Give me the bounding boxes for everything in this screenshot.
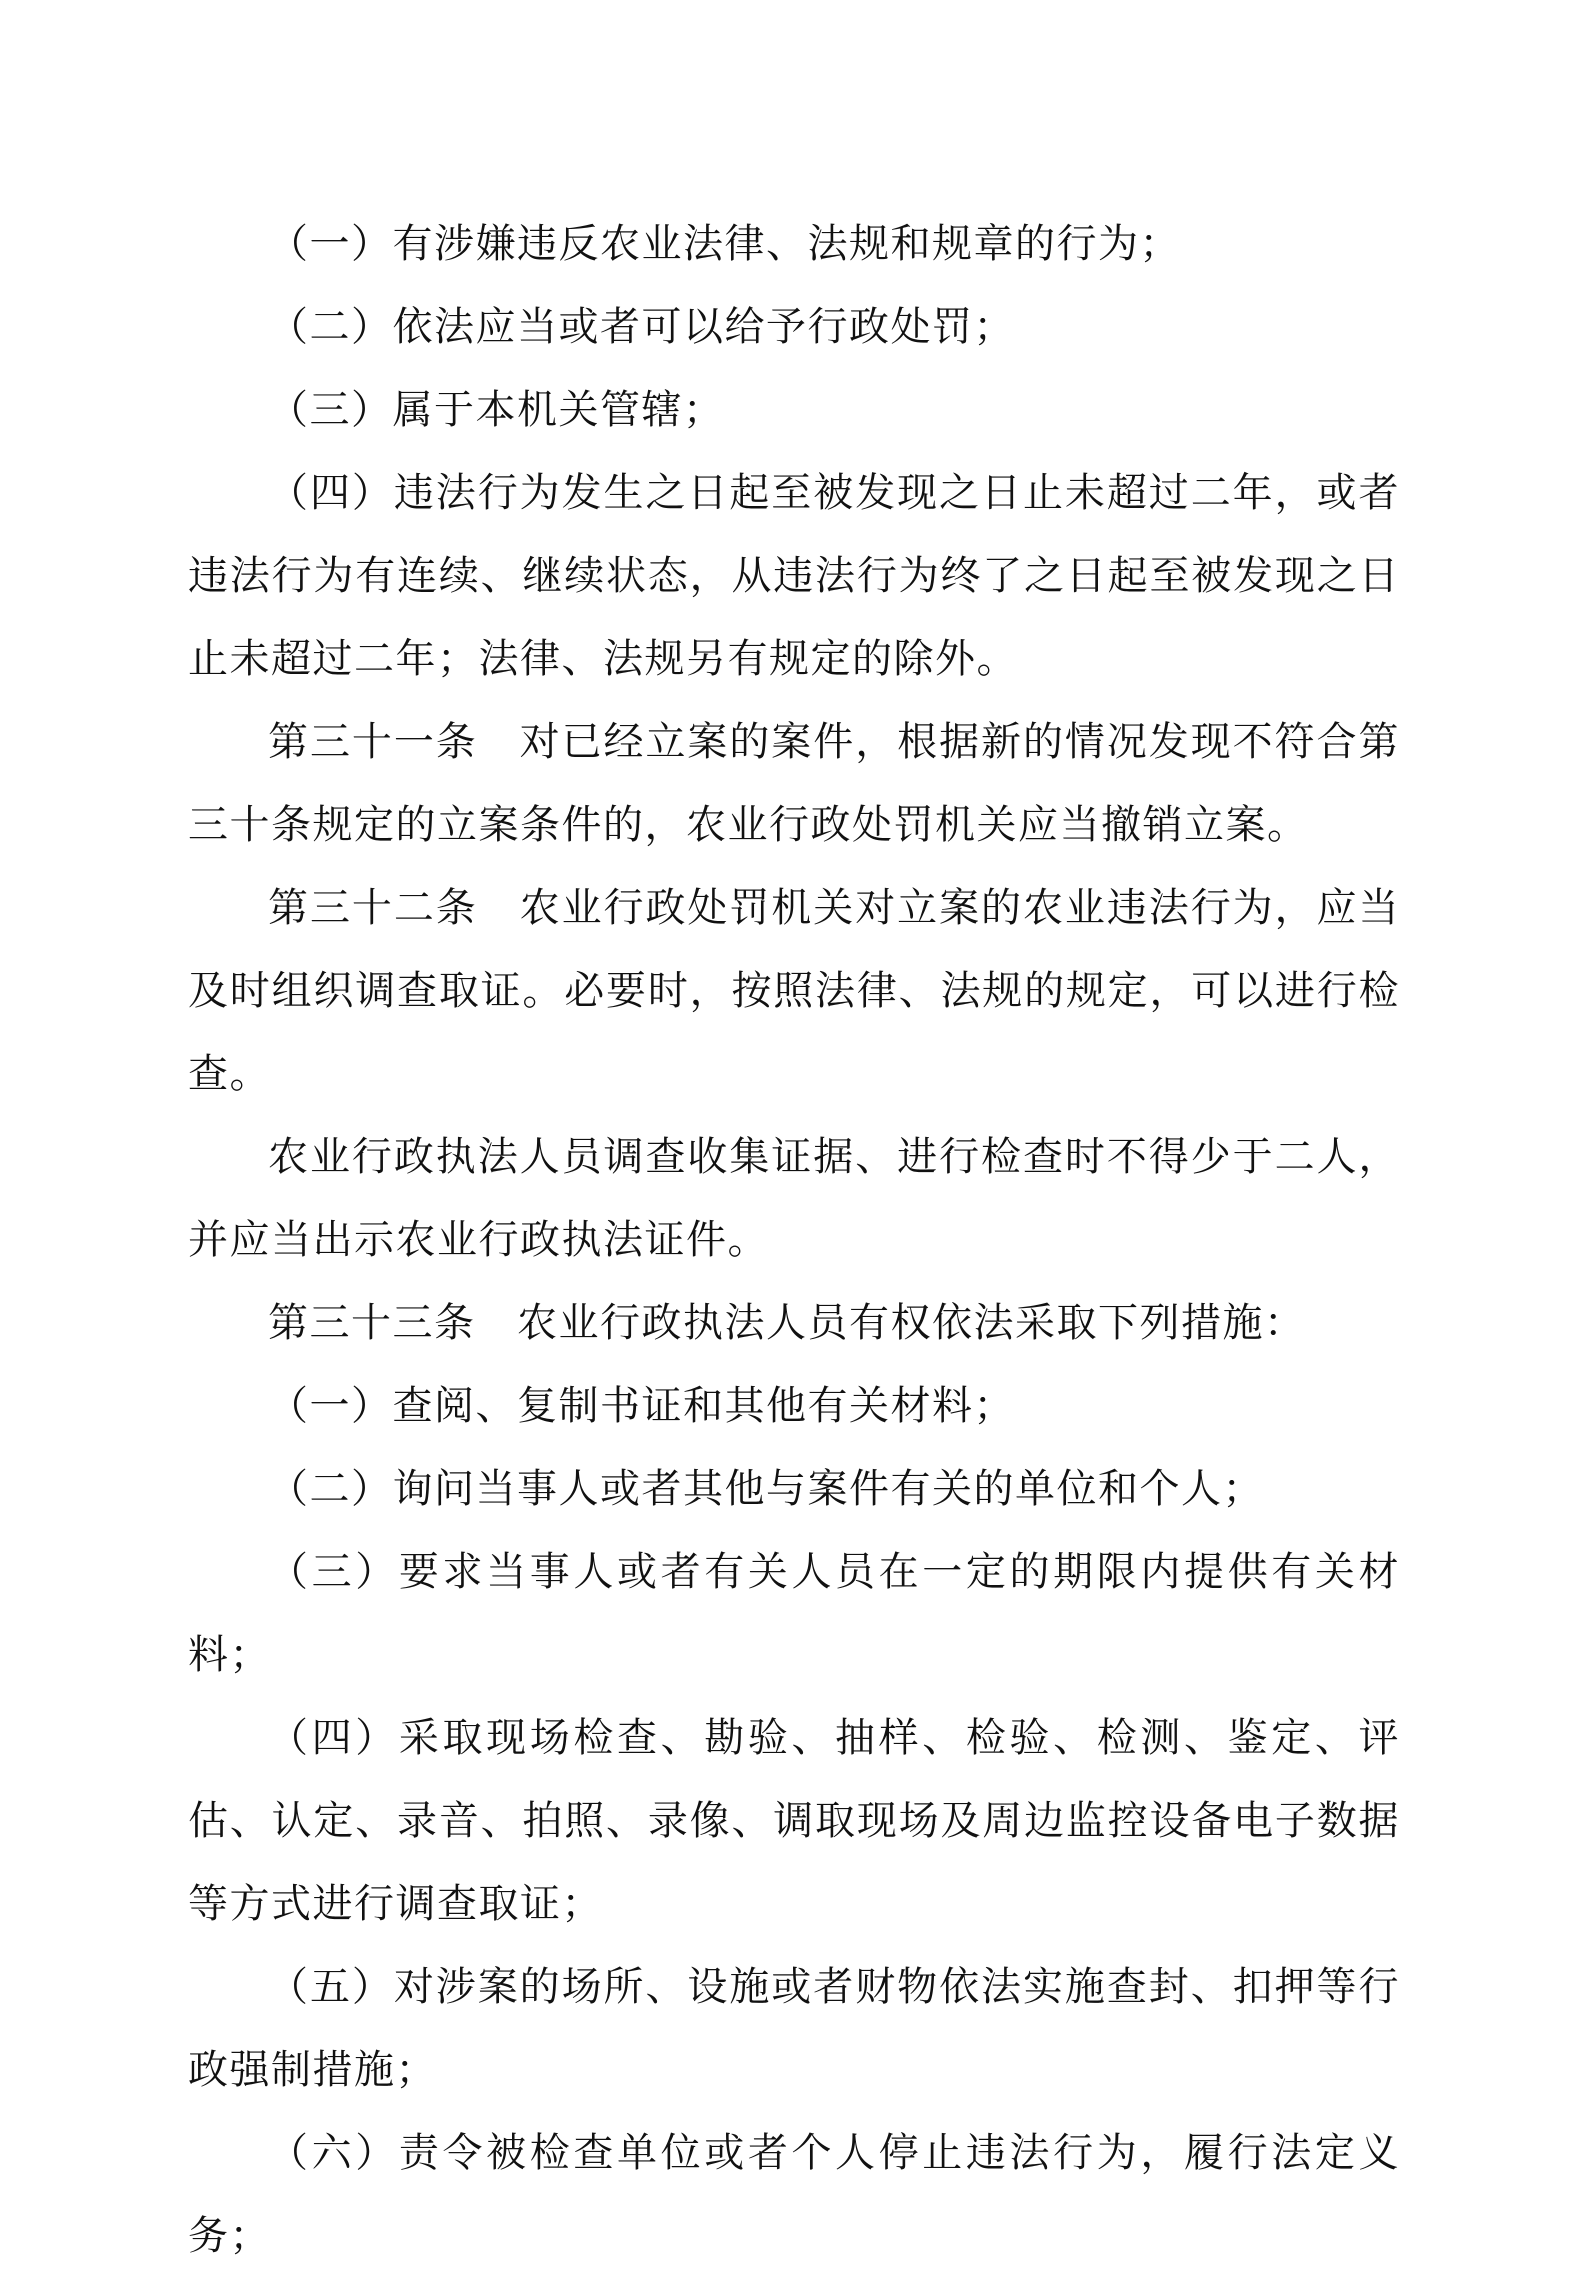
- document-body: [188, 203, 1400, 2278]
- article-32: 第三十二条 农业行政处罚机关对立案的农业违法行为，应当及时组织调查取证。必要时，按照法律、法规的规定，可以进行检查。: [188, 885, 1400, 1097]
- measure-4: （四）采取现场检查、勘验、抽样、检验、检测、鉴定、评估、认定、录音、拍照、录像、调取现场及周边监控设备电子数据等方式进行调查取证；: [188, 1715, 1400, 1927]
- measure-6: （六）责令被检查单位或者个人停止违法行为，履行法定义务；: [188, 2130, 1400, 2259]
- measure-5: （五）对涉案的场所、设施或者财物依法实施查封、扣押等行政强制措施；: [188, 1964, 1400, 2093]
- measure-2: （二）询问当事人或者其他与案件有关的单位和个人；: [268, 1466, 1264, 1512]
- paragraph-2: （二）依法应当或者可以给予行政处罚；: [268, 304, 1015, 350]
- measure-1: （一）查阅、复制书证和其他有关材料；: [268, 1383, 1015, 1429]
- article-33: 第三十三条 农业行政执法人员有权依法采取下列措施：: [268, 1300, 1306, 1346]
- measure-3: （三）要求当事人或者有关人员在一定的期限内提供有关材料；: [188, 1549, 1400, 1678]
- article-32-paragraph-2: 农业行政执法人员调查收集证据、进行检查时不得少于二人，并应当出示农业行政执法证件。: [188, 1134, 1400, 1263]
- article-31: 第三十一条 对已经立案的案件，根据新的情况发现不符合第三十条规定的立案条件的，农业行政处罚机关应当撤销立案。: [188, 719, 1400, 848]
- paragraph-3: （三）属于本机关管辖；: [268, 387, 725, 433]
- paragraph-4: （四）违法行为发生之日起至被发现之日止未超过二年，或者违法行为有连续、继续状态，从违法行为终了之日起至被发现之日止未超过二年；法律、法规另有规定的除外。: [188, 470, 1400, 682]
- paragraph-1: （一）有涉嫌违反农业法律、法规和规章的行为；: [268, 221, 1181, 267]
